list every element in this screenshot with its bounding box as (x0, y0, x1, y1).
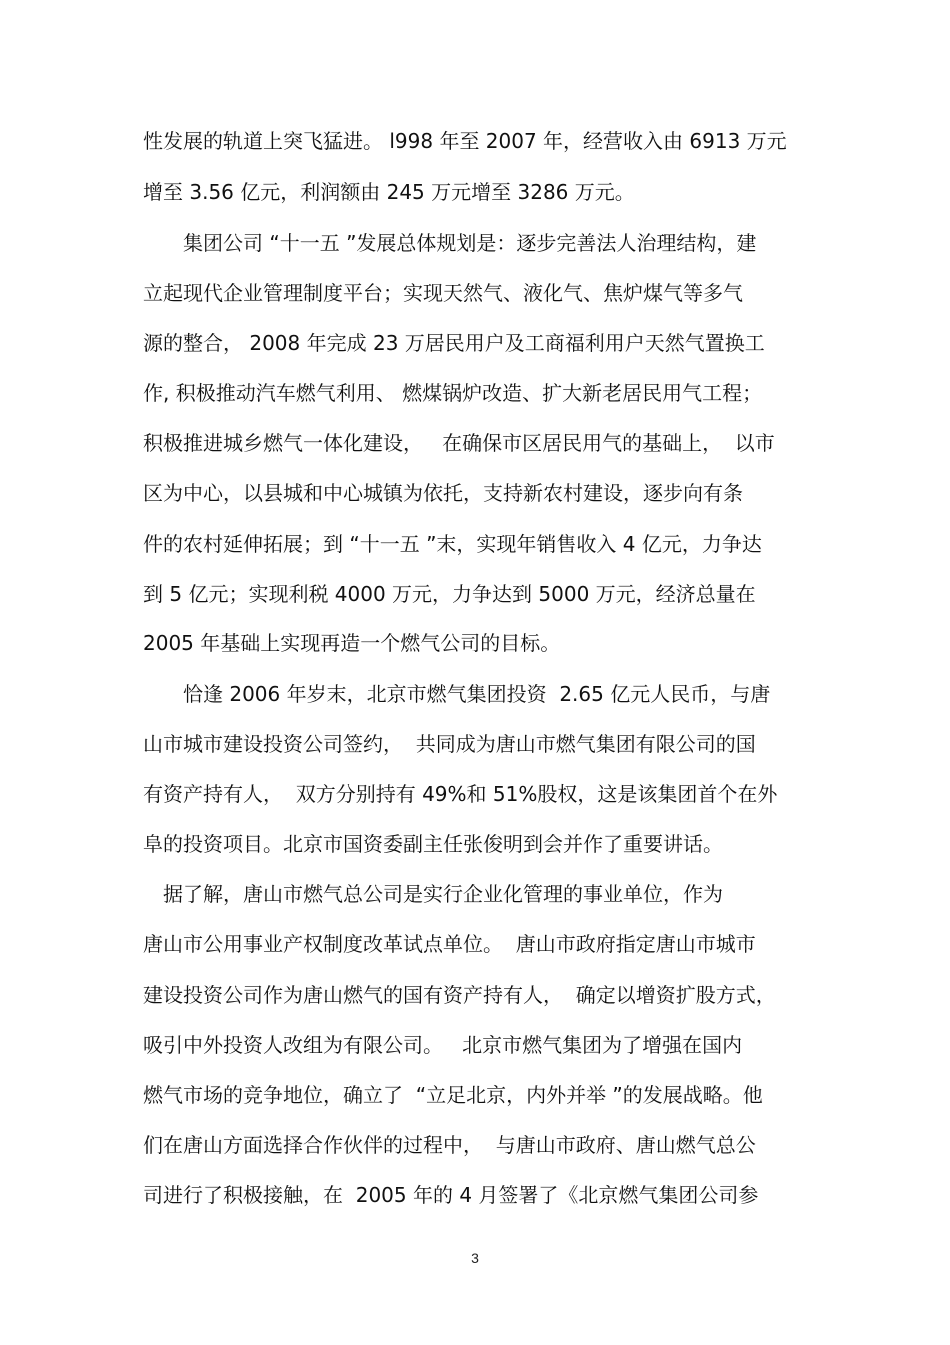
text-line: 恰逢 2006 年岁末，北京市燃气集团投资 2.65 亿元人民币，与唐 (143, 682, 771, 706)
text-line: 件的农村延伸拓展；到 “十一五 ”末，实现年销售收入 4 亿元，力争达 (143, 532, 762, 556)
text-line: 有资产持有人， 双方分别持有 49%和 51%股权，这是该集团首个在外 (143, 782, 778, 806)
text-line: 2005 年基础上实现再造一个燃气公司的目标。 (143, 631, 561, 655)
text-line: 积极推进城乡燃气一体化建设， 在确保市区居民用气的基础上， 以市 (143, 431, 775, 455)
text-line: 据了解，唐山市燃气总公司是实行企业化管理的事业单位，作为 (143, 882, 723, 906)
text-line: 司进行了积极接触，在 2005 年的 4 月签署了《北京燃气集团公司参 (143, 1183, 759, 1207)
text-line: 立起现代企业管理制度平台；实现天然气、液化气、焦炉煤气等多气 (143, 281, 743, 305)
text-line: 建设投资公司作为唐山燃气的国有资产持有人， 确定以增资扩股方式， (143, 983, 776, 1007)
text-line: 到 5 亿元；实现利税 4000 万元，力争达到 5000 万元，经济总量在 (143, 582, 756, 606)
text-line: 阜的投资项目。北京市国资委副主任张俊明到会并作了重要讲话。 (143, 832, 723, 856)
text-line: 燃气市场的竞争地位，确立了 “立足北京，内外并举 ”的发展战略。他 (143, 1083, 763, 1107)
text-line: 集团公司 “十一五 ”发展总体规划是：逐步完善法人治理结构，建 (143, 231, 757, 255)
text-line: 山市城市建设投资公司签约， 共同成为唐山市燃气集团有限公司的国 (143, 732, 756, 756)
text-line: 们在唐山方面选择合作伙伴的过程中， 与唐山市政府、唐山燃气总公 (143, 1133, 756, 1157)
page-number: 3 (471, 1250, 479, 1266)
text-line: 作, 积极推动汽车燃气利用、 燃煤锅炉改造、扩大新老居民用气工程； (143, 381, 763, 405)
text-line: 增至 3.56 亿元，利润额由 245 万元增至 3286 万元。 (143, 180, 635, 204)
text-line: 区为中心，以县城和中心城镇为依托，支持新农村建设，逐步向有条 (143, 481, 743, 505)
text-line: 源的整合， 2008 年完成 23 万居民用户及工商福利用户天然气置换工 (143, 331, 765, 355)
text-line: 唐山市公用事业产权制度改革试点单位。 唐山市政府指定唐山市城市 (143, 932, 756, 956)
text-line: 性发展的轨道上突飞猛进。 l998 年至 2007 年，经营收入由 6913 万元 (143, 129, 787, 153)
text-line: 吸引中外投资人改组为有限公司。 北京市燃气集团为了增强在国内 (143, 1033, 743, 1057)
